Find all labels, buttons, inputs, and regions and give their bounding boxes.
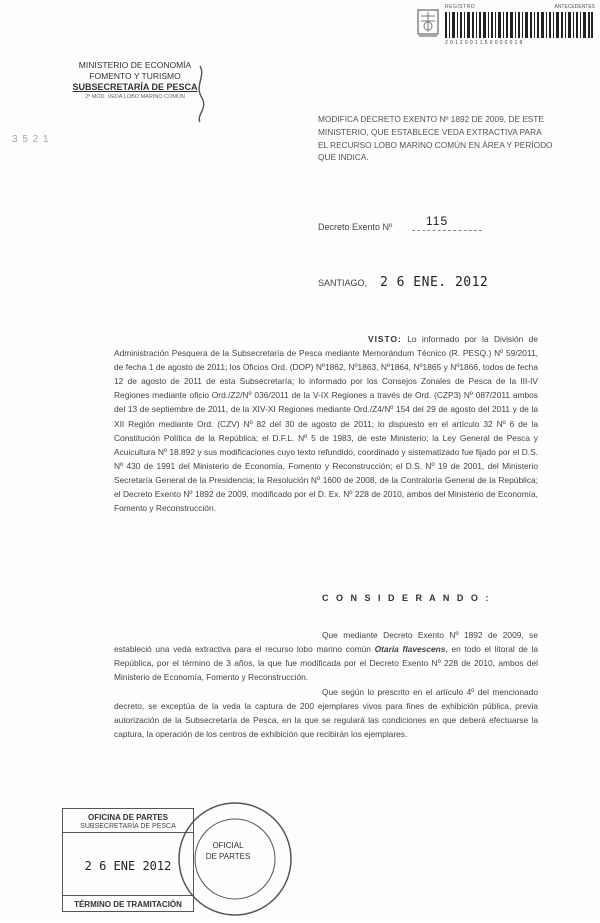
document-title: MODIFICA DECRETO EXENTO Nº 1892 DE 2009, DE ESTE MINISTERIO, QUE ESTABLECE VEDA EXTRACTIVA PARA EL RECURSO LOBO MARINO COMÚN EN ÁREA Y PERÍODO QUE INDICA. — [318, 114, 553, 163]
decree-label: Decreto Exento Nº — [318, 222, 393, 232]
decree-number: 115 — [426, 214, 449, 228]
round-stamp-line1: OFICIAL — [212, 841, 244, 850]
barcode-icon — [445, 12, 593, 38]
coat-of-arms-icon — [415, 6, 441, 40]
handwritten-mark-icon — [186, 64, 216, 124]
p1-text-a: Que mediante Decreto Exento Nº 1892 de 2009, se estableció una veda extractiva para el recurso lobo marino común — [114, 630, 538, 655]
document-reference: 2ª MOD. VEDA LOBO MARINO COMÚN — [85, 94, 185, 100]
barcode-label-right: ANTECEDENTES — [554, 4, 595, 10]
decree-underline — [412, 230, 482, 231]
stamp-oficina-title: OFICINA DE PARTES — [87, 813, 168, 822]
considerando-paragraph-1 — [114, 628, 538, 684]
visto-paragraph — [114, 332, 538, 515]
oficina-partes-stamp — [62, 808, 194, 912]
considerando-paragraph-2 — [114, 685, 538, 741]
stamp-oficina-subtitle: SUBSECRETARÍA DE PESCA — [63, 823, 193, 833]
ministry-name: MINISTERIO DE ECONOMÍA — [78, 60, 192, 70]
place: SANTIAGO, — [318, 278, 368, 288]
ministry-subtitle: FOMENTO Y TURISMO — [89, 71, 181, 81]
p1-scientific-name: Otaria flavescens — [374, 644, 446, 655]
p1-text-b: , en todo el litoral de la República, por el término de 3 años, la que fue modificada por el Decreto Exento Nº 228 de 2010, ambos del Ministerio de Economía, Fomento y Reconstrucción. — [114, 644, 538, 683]
round-stamp-text — [200, 840, 256, 862]
visto-keyword: VISTO: — [368, 334, 402, 344]
barcode-block — [445, 4, 595, 50]
stamp-termino-tramitacion: TÉRMINO DE TRAMITACIÓN — [63, 895, 193, 909]
visto-text: Lo informado por la División de Administración Pesquera de la Subsecretaría de Pesca mediante Memorándum Técnico (R. PESQ.) Nº 59/2011, de fecha 1 de agosto de 2011; los Oficios Ord. (DOP) Nº1862, Nº1863, Nº1864, Nº1865 y Nº1866, todos de fecha 12 de agosto de 2011 de esta Subsecretaría; lo informado por los Consejos Zonales de Pesca de la III-IV Regiones mediante oficio Ord./Z2/Nº 036/2011 de la V-IX Regiones a través de Ord. (CZP3) Nº 087/2011 ambos del 13 de septiembre de 2011, de la XIV-XI Regiones mediante Ord./Z4/Nº 154 del 29 de agosto del 2011 y de la XII Región mediante Ord. (CZV) Nº 82 del 30 de agosto de 2011; lo dispuesto en el artículo 32 Nº 6 de la Constitución Política de la República; el D.F.L. Nº 5 de 1983, de este Ministerio; la Ley General de Pesca y Acuicultura Nº 18.892 y sus modificaciones cuyo texto refundido, coordinado y sistematizado fue fijado por el D.S. Nº 430 de 1991 del Ministerio de Economía, Fomento y Reconstrucción; el D.S. Nº 19 de 2001, del Ministerio Secretaría General de la Presidencia; la Resolución Nº 1600 de 2008, de la Contraloría General de la República; el Decreto Exento Nº 1892 de 2009, modificado por el D. Ex. Nº 228 de 2010, ambos del Ministerio de Economía, Fomento y Reconstrucción. — [114, 334, 539, 514]
barcode-label: REGISTRO — [445, 4, 476, 10]
round-official-stamp — [176, 800, 294, 918]
barcode-number: 2 0 1 2 0 0 1 1 5 0 0 0 0 0 1 8 — [445, 40, 523, 46]
margin-note: 3 5 2 1 — [12, 134, 50, 145]
subsecretaria-name: SUBSECRETARÍA DE PESCA — [72, 82, 198, 92]
stamp-oficina-date: 2 6 ENE 2012 — [84, 859, 172, 873]
date-stamp: 2 6 ENE. 2012 — [380, 275, 489, 290]
considerando-heading: C O N S I D E R A N D O : — [322, 593, 491, 603]
round-stamp-line2: DE PARTES — [205, 852, 251, 861]
p2-text: Que según lo prescrito en el artículo 4º del mencionado decreto, se exceptúa de la veda la captura de 200 ejemplares vivos para fines de exhibición pública, previa autorización de la Subsecretaría de Pesca, en la que se regulará las condiciones en que deberá efectuarse la captura, la operación de los centros de exhibición que recibirán los ejemplares. — [114, 687, 538, 740]
